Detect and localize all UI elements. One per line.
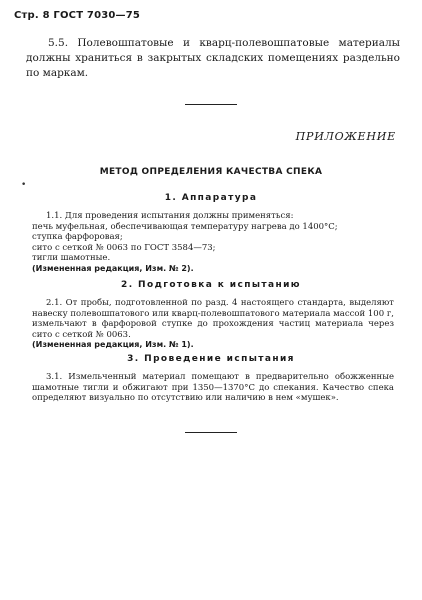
page-header: Стр. 8 ГОСТ 7030—75 bbox=[14, 10, 141, 21]
section-2-note: (Измененная редакция, Изм. № 1). bbox=[32, 340, 194, 349]
section-1-body bbox=[32, 211, 394, 274]
section-3-text: 3.1. Измельченный материал помещают в предварительно обожженные шамотные тигли и обжигают при 1350—1370°С до спекания. Качество спека определяют визуально по отсутствию или наличию в нем «мушек». bbox=[32, 372, 394, 403]
section-3-body bbox=[32, 372, 394, 404]
divider-bottom bbox=[185, 432, 237, 433]
section-1-line-3: ступка фарфоровая; bbox=[32, 232, 123, 242]
clause-5-5-text: 5.5. Полевошпатовые и кварц-полевошпатовые материалы должны храниться в закрытых складских помещениях раздельно по маркам. bbox=[26, 37, 400, 79]
section-1-line-1: 1.1. Для проведения испытания должны применяться: bbox=[46, 211, 294, 221]
section-3-heading: 3. Проведение испытания bbox=[127, 354, 295, 364]
section-2-text: 2.1. От пробы, подготовленной по разд. 4 настоящего стандарта, выделяют навеску полевошпатового или кварц-полевошпатового материала массой 100 г, измельчают в фарфоровой ступке до прохождения частиц материала через сито с сеткой № 0063. bbox=[32, 298, 394, 340]
section-2-heading: 2. Подготовка к испытанию bbox=[121, 280, 301, 290]
appendix-label: ПРИЛОЖЕНИЕ bbox=[295, 130, 396, 143]
margin-mark: • bbox=[21, 180, 27, 190]
divider-top bbox=[185, 104, 237, 105]
section-1-line-5: тигли шамотные. bbox=[32, 253, 111, 263]
section-2-body bbox=[32, 298, 394, 351]
method-title: МЕТОД ОПРЕДЕЛЕНИЯ КАЧЕСТВА СПЕКА bbox=[99, 167, 323, 177]
section-1-note: (Измененная редакция, Изм. № 2). bbox=[32, 263, 194, 273]
section-1-heading: 1. Аппаратура bbox=[164, 193, 258, 203]
section-1-line-4: сито с сеткой № 0063 по ГОСТ 3584—73; bbox=[32, 242, 216, 253]
clause-5-5 bbox=[26, 36, 400, 81]
section-1-line-2: печь муфельная, обеспечивающая температуру нагрева до 1400°С; bbox=[32, 221, 338, 232]
